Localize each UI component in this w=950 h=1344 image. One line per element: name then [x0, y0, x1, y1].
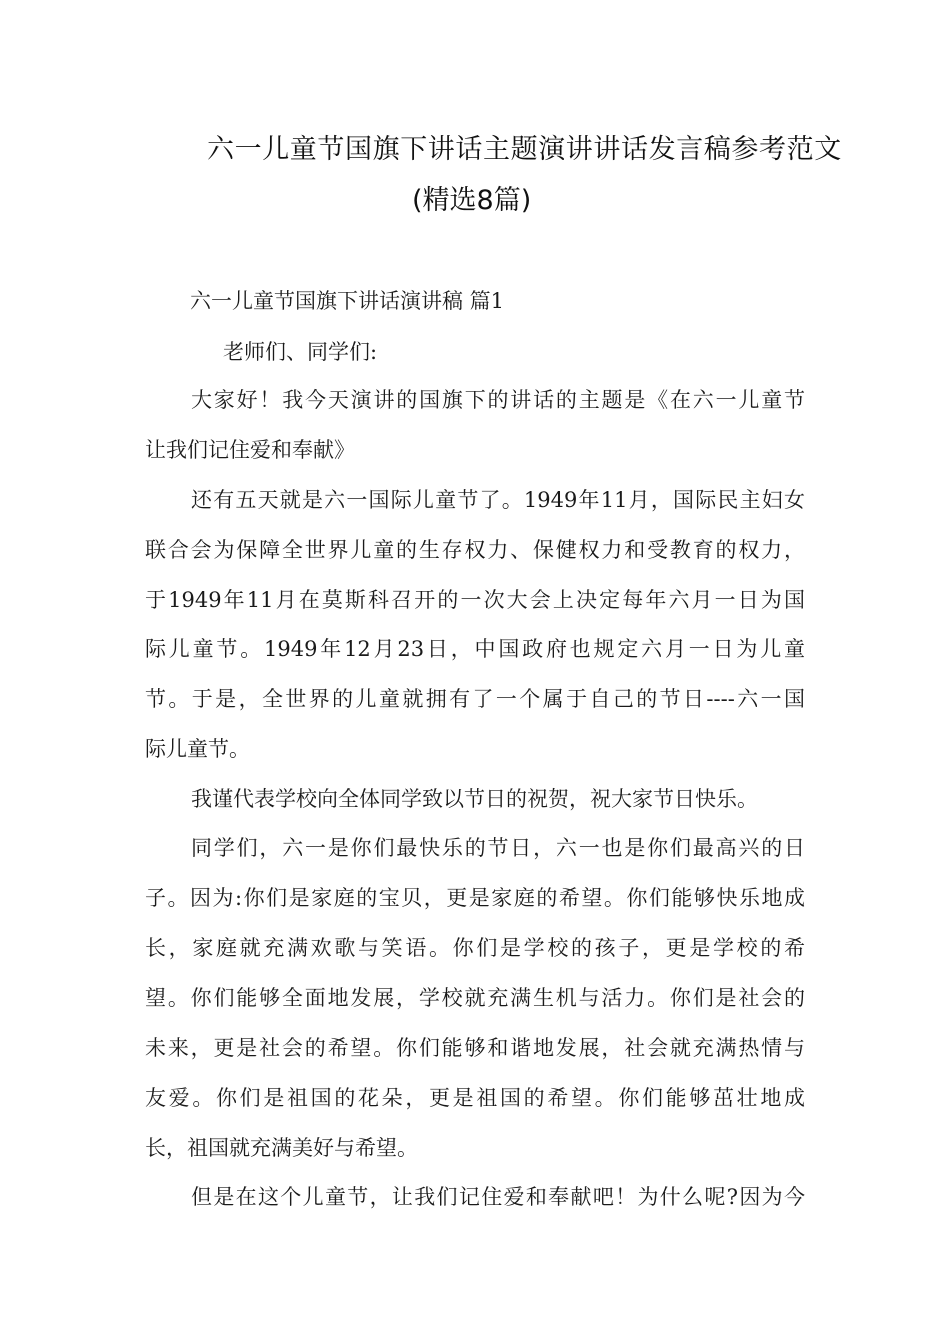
paragraph-line: 未来，更是社会的希望。你们能够和谐地发展，社会就充满热情与 — [145, 1036, 805, 1060]
paragraph-line: 联合会为保障全世界儿童的生存权力、保健权力和受教育的权力， — [145, 538, 805, 562]
paragraph-line: 大家好！我今天演讲的国旗下的讲话的主题是《在六一儿童节 — [191, 388, 805, 412]
document-body — [145, 0, 805, 1344]
paragraph-line: 我谨代表学校向全体同学致以节日的祝贺，祝大家节日快乐。 — [191, 787, 758, 811]
paragraph-line: 望。你们能够全面地发展，学校就充满生机与活力。你们是社会的 — [145, 986, 805, 1010]
paragraph-line: 还有五天就是六一国际儿童节了。1949年11月，国际民主妇女 — [191, 488, 805, 512]
salutation: 老师们、同学们: — [223, 340, 378, 364]
document-title-line-1: 六一儿童节国旗下讲话主题演讲讲话发言稿参考范文 — [207, 134, 842, 165]
paragraph-line: 际儿童节。1949年12月23日，中国政府也规定六月一日为儿童 — [145, 637, 805, 661]
paragraph-line: 子。因为:你们是家庭的宝贝，更是家庭的希望。你们能够快乐地成 — [145, 886, 805, 910]
paragraph-line: 节。于是，全世界的儿童就拥有了一个属于自己的节日----六一国 — [145, 687, 805, 711]
paragraph-line: 让我们记住爱和奉献》 — [145, 438, 355, 462]
paragraph-line: 际儿童节。 — [145, 737, 250, 761]
paragraph-line: 长，家庭就充满欢歌与笑语。你们是学校的孩子，更是学校的希 — [145, 936, 805, 960]
paragraph-line: 于1949年11月在莫斯科召开的一次大会上决定每年六月一日为国 — [145, 588, 805, 612]
document-title-line-2: (精选8篇) — [412, 185, 532, 216]
paragraph-line: 友爱。你们是祖国的花朵，更是祖国的希望。你们能够茁壮地成 — [145, 1086, 805, 1110]
section-heading: 六一儿童节国旗下讲话演讲稿 篇1 — [190, 289, 505, 313]
paragraph-line: 同学们，六一是你们最快乐的节日，六一也是你们最高兴的日 — [191, 836, 805, 860]
paragraph-line: 长，祖国就充满美好与希望。 — [145, 1136, 418, 1160]
paragraph-line: 但是在这个儿童节，让我们记住爱和奉献吧！为什么呢?因为今 — [191, 1185, 805, 1209]
